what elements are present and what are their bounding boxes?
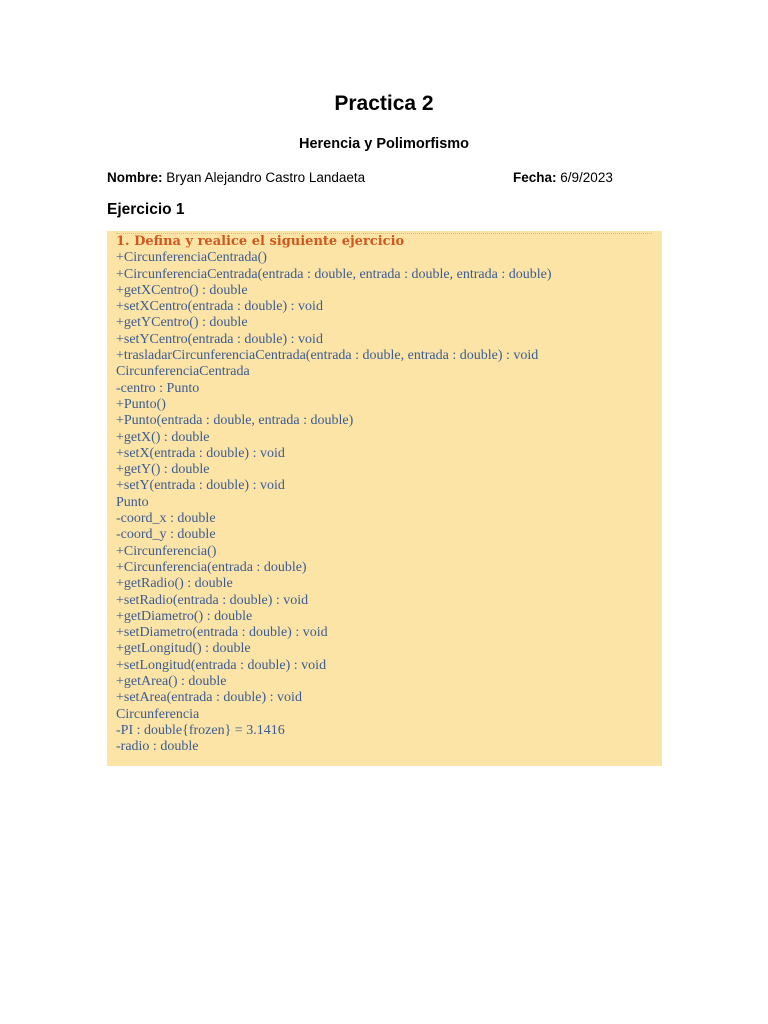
uml-line: +setXCentro(entrada : double) : void [116, 299, 323, 315]
uml-line: +getLongitud() : double [116, 641, 251, 657]
uml-line: +Circunferencia(entrada : double) [116, 559, 307, 575]
uml-line: -centro : Punto [116, 380, 200, 396]
uml-line: +CircunferenciaCentrada() [116, 250, 267, 266]
date-label: Fecha: [513, 170, 557, 185]
cropped-text-edge [116, 231, 652, 234]
uml-line: +setRadio(entrada : double) : void [116, 592, 309, 608]
uml-line: +Punto() [116, 396, 166, 412]
uml-line: +getYCentro() : double [116, 315, 248, 331]
section-heading: Ejercicio 1 [107, 201, 185, 218]
date-field [513, 168, 613, 188]
uml-member-list [116, 250, 662, 755]
uml-line: Punto [116, 494, 149, 510]
uml-line: +setDiametro(entrada : double) : void [116, 625, 328, 641]
uml-line: +setX(entrada : double) : void [116, 445, 285, 461]
uml-line: -radio : double [116, 739, 199, 755]
uml-line: +setYCentro(entrada : double) : void [116, 331, 323, 347]
uml-line: -coord_y : double [116, 527, 216, 543]
uml-line: +Punto(entrada : double, entrada : double) [116, 413, 354, 429]
page-title: Practica 2 [334, 92, 434, 115]
uml-line: +trasladarCircunferenciaCentrada(entrada : double, entrada : double) : void [116, 348, 539, 364]
exercise-image [107, 231, 662, 766]
exercise-title: 1. Defina y realice el siguiente ejercicio [116, 234, 405, 249]
uml-line: +getDiametro() : double [116, 608, 253, 624]
uml-line: +getXCentro() : double [116, 282, 248, 298]
name-field [107, 168, 365, 188]
uml-line: +CircunferenciaCentrada(entrada : double, entrada : double, entrada : double) [116, 266, 552, 282]
uml-line: +setArea(entrada : double) : void [116, 690, 302, 706]
uml-line: CircunferenciaCentrada [116, 364, 250, 380]
uml-line: Circunferencia [116, 706, 200, 722]
uml-line: +getY() : double [116, 462, 210, 478]
uml-line: +setY(entrada : double) : void [116, 478, 285, 494]
uml-line: -PI : double{frozen} = 3.1416 [116, 722, 285, 738]
meta-row [107, 168, 667, 188]
date-value: 6/9/2023 [560, 170, 613, 185]
name-label: Nombre: [107, 170, 163, 185]
uml-line: +getX() : double [116, 429, 210, 445]
uml-line: +Circunferencia() [116, 543, 217, 559]
name-value: Bryan Alejandro Castro Landaeta [166, 170, 366, 185]
uml-line: -coord_x : double [116, 511, 216, 527]
uml-line: +getRadio() : double [116, 576, 233, 592]
page-subtitle: Herencia y Polimorfismo [298, 136, 470, 152]
uml-line: +setLongitud(entrada : double) : void [116, 657, 327, 673]
uml-line: +getArea() : double [116, 674, 227, 690]
